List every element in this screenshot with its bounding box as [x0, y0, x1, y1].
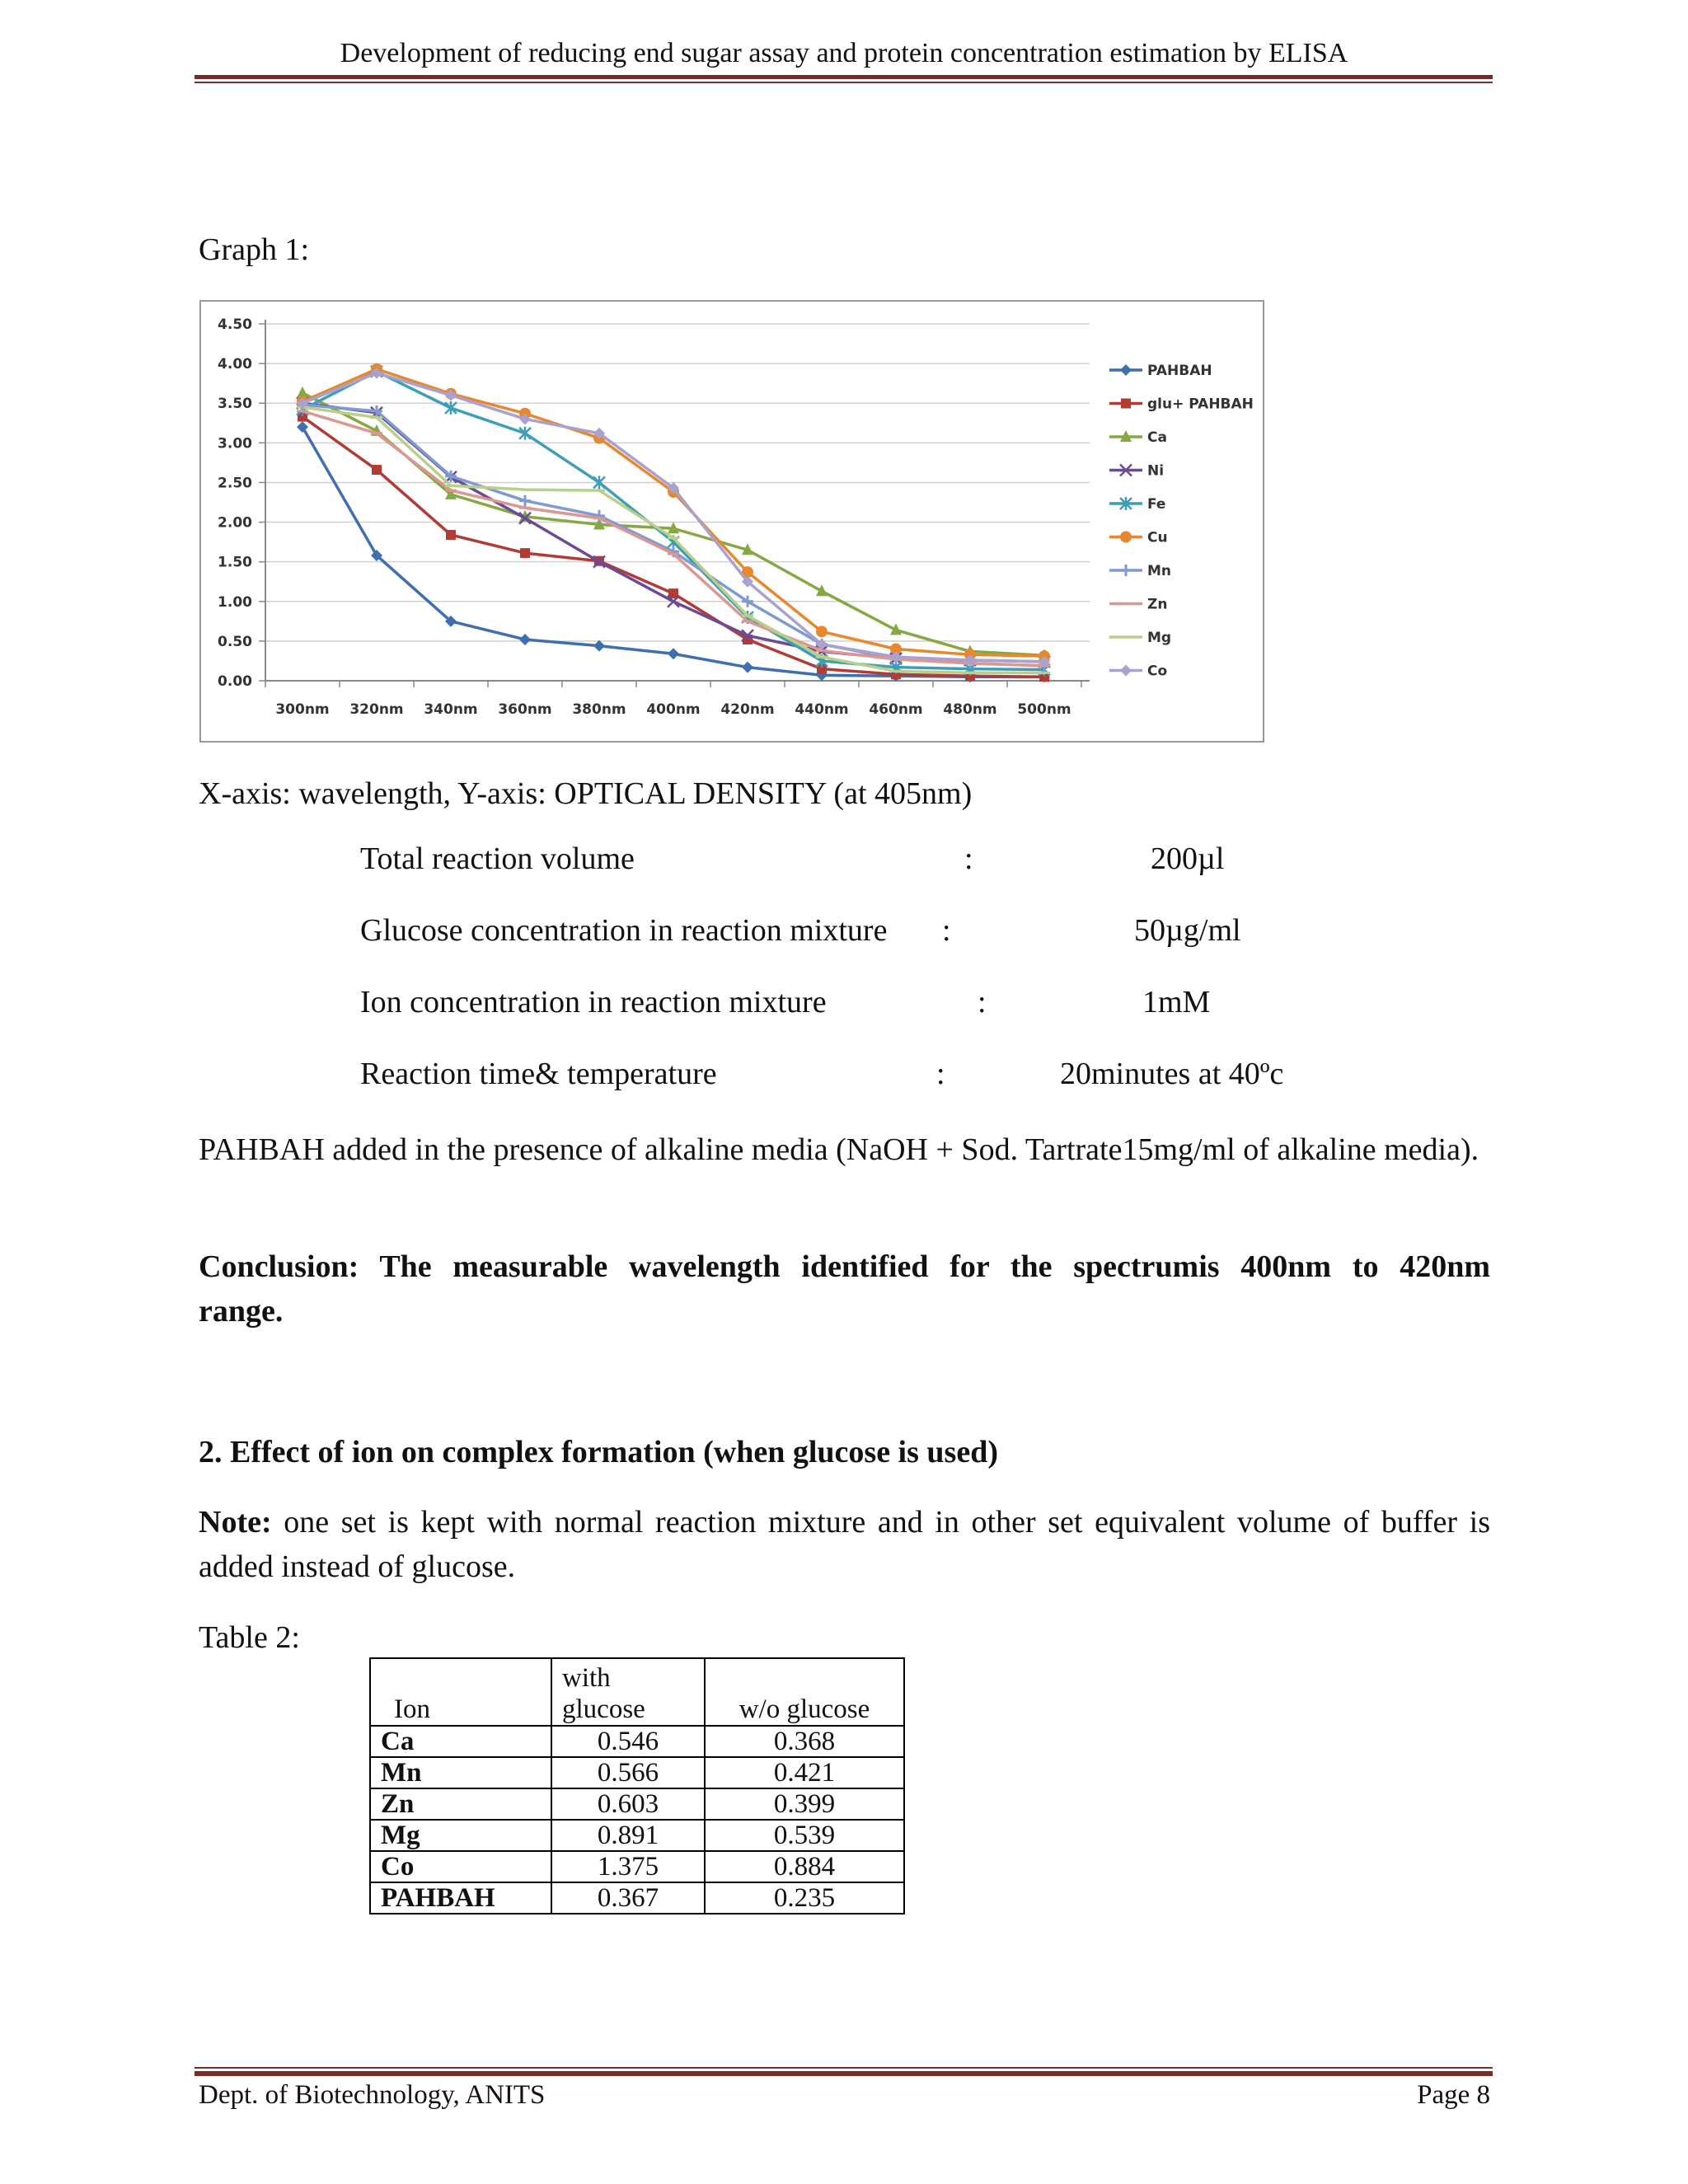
- param-label-time: Reaction time& temperature: [360, 1057, 717, 1091]
- legend-label-cu: Cu: [1147, 529, 1168, 546]
- table-cell-without-glucose: 0.884: [705, 1851, 904, 1882]
- table-cell-with-glucose: 1.375: [551, 1851, 705, 1882]
- data-point-pahbah: [297, 421, 308, 433]
- data-point-mn: [519, 495, 531, 507]
- footer-department: Dept. of Biotechnology, ANITS: [199, 2080, 546, 2110]
- legend-label-mn: Mn: [1147, 563, 1172, 579]
- data-point-pahbah: [742, 662, 753, 673]
- table-cell-without-glucose: 0.421: [705, 1757, 904, 1788]
- table-header-with-glucose: with glucose: [551, 1658, 705, 1726]
- x-tick-label: 420nm: [720, 701, 775, 718]
- y-tick-label: 1.00: [218, 593, 252, 611]
- y-tick-label: 1.50: [218, 554, 252, 571]
- x-tick-label: 320nm: [349, 701, 404, 718]
- y-tick-label: 3.50: [218, 396, 252, 413]
- conclusion-line-2: range.: [199, 1294, 284, 1329]
- header-title: Development of reducing end sugar assay and protein concentration estimation by ELISA: [340, 38, 1348, 68]
- param-label-volume: Total reaction volume: [360, 841, 635, 876]
- param-value-ion: 1mM: [1142, 985, 1211, 1019]
- table-cell-with-glucose: 0.367: [551, 1882, 705, 1914]
- param-colon: :: [978, 985, 987, 1019]
- table-cell-with-glucose: 0.566: [551, 1757, 705, 1788]
- legend-label-ni: Ni: [1147, 462, 1165, 480]
- series-line-mg: [302, 407, 1044, 673]
- y-tick-label: 0.00: [218, 673, 252, 690]
- param-label-ion: Ion concentration in reaction mixture: [360, 985, 827, 1019]
- x-tick-label: 360nm: [498, 701, 552, 718]
- x-tick-label: 460nm: [869, 701, 923, 718]
- table-cell-without-glucose: 0.399: [705, 1788, 904, 1820]
- chart-svg: [201, 302, 1263, 741]
- param-colon: :: [964, 841, 973, 876]
- line-chart: [199, 300, 1264, 743]
- table-cell-ion: Mg: [370, 1820, 551, 1851]
- param-colon: :: [942, 913, 951, 948]
- legend-marker-glu-pahbah: [1121, 399, 1131, 409]
- data-point-pahbah: [593, 640, 605, 652]
- table-header-row: [370, 1658, 904, 1726]
- param-value-glucose: 50µg/ml: [1134, 913, 1241, 948]
- table-row: [370, 1851, 904, 1882]
- param-value-time: 20minutes at 40ºc: [1060, 1057, 1284, 1091]
- param-colon: :: [936, 1057, 945, 1091]
- legend-label-zn: Zn: [1147, 596, 1168, 613]
- x-tick-label: 440nm: [795, 701, 849, 718]
- series-line-co: [302, 373, 1044, 662]
- data-point-pahbah: [668, 648, 679, 659]
- series-line-cu: [302, 369, 1044, 656]
- x-tick-label: 300nm: [275, 701, 330, 718]
- table-cell-with-glucose: 0.546: [551, 1726, 705, 1757]
- table-row: [370, 1788, 904, 1820]
- legend-label-fe: Fe: [1147, 496, 1166, 513]
- legend-marker-pahbah: [1120, 364, 1132, 376]
- data-point-glu-pahbah: [520, 548, 530, 558]
- series-line-fe: [302, 372, 1044, 670]
- conclusion: [199, 1244, 1490, 1333]
- y-tick-label: 4.50: [218, 316, 252, 333]
- table-cell-ion: Zn: [370, 1788, 551, 1820]
- table-cell-ion: PAHBAH: [370, 1882, 551, 1914]
- legend-label-ca: Ca: [1147, 429, 1167, 446]
- series-line-mn: [302, 405, 1044, 666]
- footer-rule-thin: [195, 2067, 1493, 2069]
- legend-marker-cu: [1120, 532, 1132, 543]
- x-tick-label: 380nm: [572, 701, 626, 718]
- table-label: Table 2:: [199, 1620, 300, 1655]
- x-tick-label: 400nm: [646, 701, 701, 718]
- param-value-volume: 200µl: [1151, 841, 1225, 876]
- y-tick-label: 3.00: [218, 435, 252, 452]
- table-cell-without-glucose: 0.539: [705, 1820, 904, 1851]
- legend-label-mg: Mg: [1147, 630, 1172, 646]
- table-cell-with-glucose: 0.603: [551, 1788, 705, 1820]
- graph-label: Graph 1:: [199, 232, 310, 267]
- legend-label-glu-pahbah: glu+ PAHBAH: [1147, 396, 1254, 413]
- x-tick-label: 340nm: [424, 701, 478, 718]
- legend-marker-mn: [1120, 565, 1132, 576]
- table-header-without-glucose: w/o glucose: [705, 1658, 904, 1726]
- y-tick-label: 0.50: [218, 633, 252, 650]
- table-cell-without-glucose: 0.235: [705, 1882, 904, 1914]
- table-row: [370, 1757, 904, 1788]
- conclusion-line-1: Conclusion: The measurable wavelength identified for the spectrumis 400nm to 420nm: [199, 1249, 1490, 1284]
- table-row: [370, 1726, 904, 1757]
- table-row: [370, 1882, 904, 1914]
- note-label: Note:: [199, 1505, 272, 1540]
- data-point-cu: [816, 626, 828, 637]
- table-cell-with-glucose: 0.891: [551, 1820, 705, 1851]
- data-point-glu-pahbah: [446, 530, 456, 540]
- y-tick-label: 2.00: [218, 514, 252, 532]
- param-label-glucose: Glucose concentration in reaction mixture: [360, 913, 888, 948]
- ion-table: [369, 1657, 905, 1915]
- footer-rule-thick: [195, 2071, 1493, 2076]
- axis-caption: X-axis: wavelength, Y-axis: OPTICAL DENSITY (at 405nm): [199, 776, 973, 811]
- y-tick-label: 2.50: [218, 475, 252, 492]
- x-tick-label: 480nm: [943, 701, 997, 718]
- footer-page-number: Page 8: [1417, 2080, 1490, 2110]
- note-paragraph: [199, 1500, 1490, 1589]
- header-rule-thick: [195, 75, 1493, 79]
- legend-label-co: Co: [1147, 663, 1168, 680]
- table-cell-ion: Co: [370, 1851, 551, 1882]
- y-tick-label: 4.00: [218, 356, 252, 373]
- data-point-pahbah: [519, 634, 531, 645]
- x-tick-label: 500nm: [1017, 701, 1071, 718]
- header-rule-thin: [195, 82, 1493, 83]
- section-heading: 2. Effect of ion on complex formation (when glucose is used): [199, 1435, 998, 1469]
- table-header-ion: Ion: [370, 1658, 551, 1726]
- note-text: one set is kept with normal reaction mixture and in other set equivalent volume of buffer is added instead of glucose.: [199, 1505, 1490, 1584]
- table-row: [370, 1820, 904, 1851]
- legend-marker-co: [1120, 665, 1132, 677]
- pahbah-note: PAHBAH added in the presence of alkaline media (NaOH + Sod. Tartrate15mg/ml of alkaline media).: [199, 1132, 1479, 1167]
- data-point-glu-pahbah: [372, 465, 382, 475]
- table-cell-without-glucose: 0.368: [705, 1726, 904, 1757]
- table-cell-ion: Mn: [370, 1757, 551, 1788]
- legend-label-pahbah: PAHBAH: [1147, 363, 1212, 379]
- table-cell-ion: Ca: [370, 1726, 551, 1757]
